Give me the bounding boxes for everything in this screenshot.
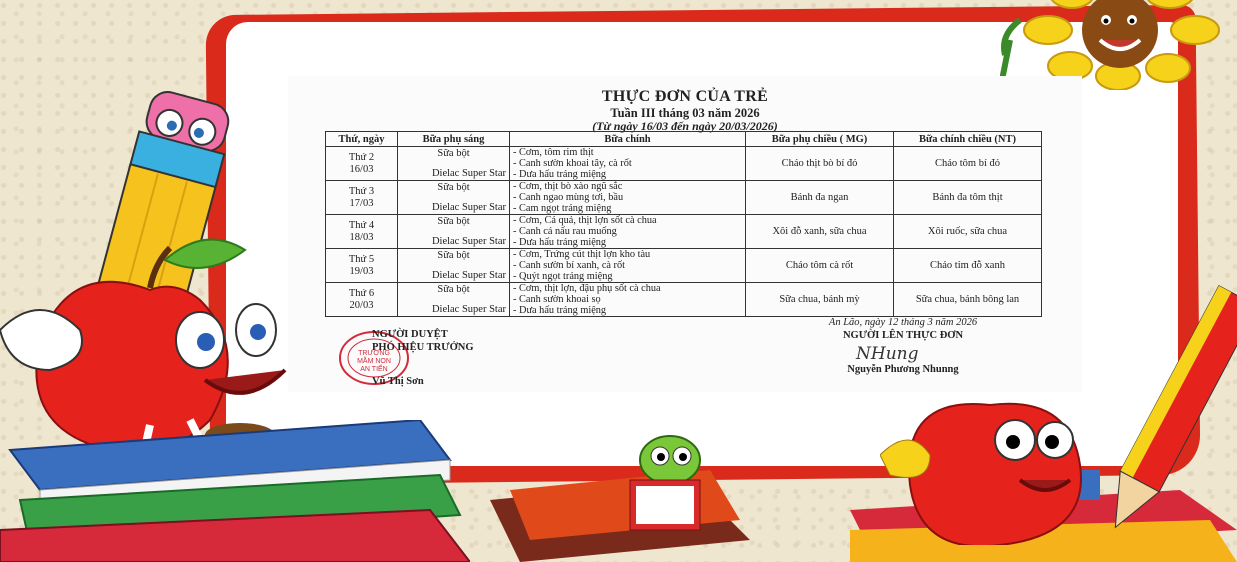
day-cell: Thứ 3 17/03 [326, 181, 398, 215]
column-header: Bữa phụ chiều ( MG) [746, 132, 894, 147]
afternoon-nt-cell: Sữa chua, bánh bông lan [894, 283, 1042, 317]
preparer-name: Nguyễn Phương Nhunng [847, 364, 959, 375]
afternoon-mg-cell: Sữa chua, bánh mỳ [746, 283, 894, 317]
column-header: Bữa chính [510, 132, 746, 147]
day-cell: Thứ 2 16/03 [326, 147, 398, 181]
menu-document [288, 76, 1082, 392]
bookworm-illustration [490, 430, 750, 562]
day-cell: Thứ 6 20/03 [326, 283, 398, 317]
morning-snack-cell: Sữa bột Dielac Super Star [398, 181, 510, 215]
morning-snack-cell: Sữa bột Dielac Super Star [398, 215, 510, 249]
day-cell: Thứ 4 18/03 [326, 215, 398, 249]
table-row [326, 215, 1042, 249]
menu-date-range: (Từ ngày 16/03 đến ngày 20/03/2026) [592, 119, 778, 133]
svg-text:TRƯỜNG: TRƯỜNG [358, 350, 390, 357]
svg-text:AN TIẾN: AN TIẾN [360, 366, 388, 373]
approver-role: NGƯỜI DUYỆT [372, 329, 448, 340]
afternoon-mg-cell: Cháo thịt bò bí đỏ [746, 147, 894, 181]
column-header: Bữa chính chiều (NT) [894, 132, 1042, 147]
menu-week: Tuần III tháng 03 năm 2026 [610, 106, 760, 120]
preparer-role: NGƯỜI LÊN THỰC ĐƠN [842, 330, 964, 341]
day-cell: Thứ 5 19/03 [326, 249, 398, 283]
table-row [326, 181, 1042, 215]
morning-snack-cell: Sữa bột Dielac Super Star [398, 147, 510, 181]
afternoon-mg-cell: Bánh đa ngan [746, 181, 894, 215]
approver-name: Vũ Thị Sơn [372, 376, 424, 387]
main-meal-cell: - Cơm, Cá quả, thịt lợn sốt cà chua - Canh cá nấu rau muống - Dưa hấu tráng miệng [510, 215, 746, 249]
column-header: Bữa phụ sáng [398, 132, 510, 147]
table-header-row [326, 132, 1042, 147]
afternoon-nt-cell: Bánh đa tôm thịt [894, 181, 1042, 215]
books-stack-left [0, 420, 470, 562]
table-row [326, 147, 1042, 181]
column-header: Thứ, ngày [326, 132, 398, 147]
table-row [326, 283, 1042, 317]
afternoon-mg-cell: Xôi đỗ xanh, sữa chua [746, 215, 894, 249]
morning-snack-cell: Sữa bột Dielac Super Star [398, 283, 510, 317]
signing-date: An Lão, ngày 12 tháng 3 năm 2026 [828, 317, 978, 328]
afternoon-nt-cell: Xôi ruốc, sữa chua [894, 215, 1042, 249]
menu-title: THỰC ĐƠN CỦA TRẺ [601, 88, 769, 105]
afternoon-nt-cell: Cháo tim đỗ xanh [894, 249, 1042, 283]
pencil-right-illustration [1110, 280, 1237, 562]
afternoon-mg-cell: Cháo tôm cà rốt [746, 249, 894, 283]
main-meal-cell: - Cơm, Trứng cút thịt lợn kho tàu - Canh sườn bí xanh, cà rốt - Quýt ngọt tráng miệng [510, 249, 746, 283]
main-meal-cell: - Cơm, tôm rim thịt - Canh sườn khoai tây, cà rốt - Dưa hấu tráng miệng [510, 147, 746, 181]
afternoon-nt-cell: Cháo tôm bí đỏ [894, 147, 1042, 181]
main-meal-cell: - Cơm, thịt bò xào ngũ sắc - Canh ngao mùng tơi, bầu - Cam ngọt tráng miệng [510, 181, 746, 215]
svg-text:MẦM NON: MẦM NON [357, 358, 391, 365]
main-meal-cell: - Cơm, thịt lợn, đậu phụ sốt cà chua - Canh sườn khoai sọ - Dưa hấu tráng miệng [510, 283, 746, 317]
approver-signature-block [372, 328, 474, 388]
handwritten-signature: NHung [856, 344, 919, 364]
morning-snack-cell: Sữa bột Dielac Super Star [398, 249, 510, 283]
apple-character-right [880, 385, 1110, 545]
approver-title: PHÓ HIỆU TRƯỞNG [372, 342, 474, 353]
table-row [326, 249, 1042, 283]
menu-table [325, 131, 1042, 317]
